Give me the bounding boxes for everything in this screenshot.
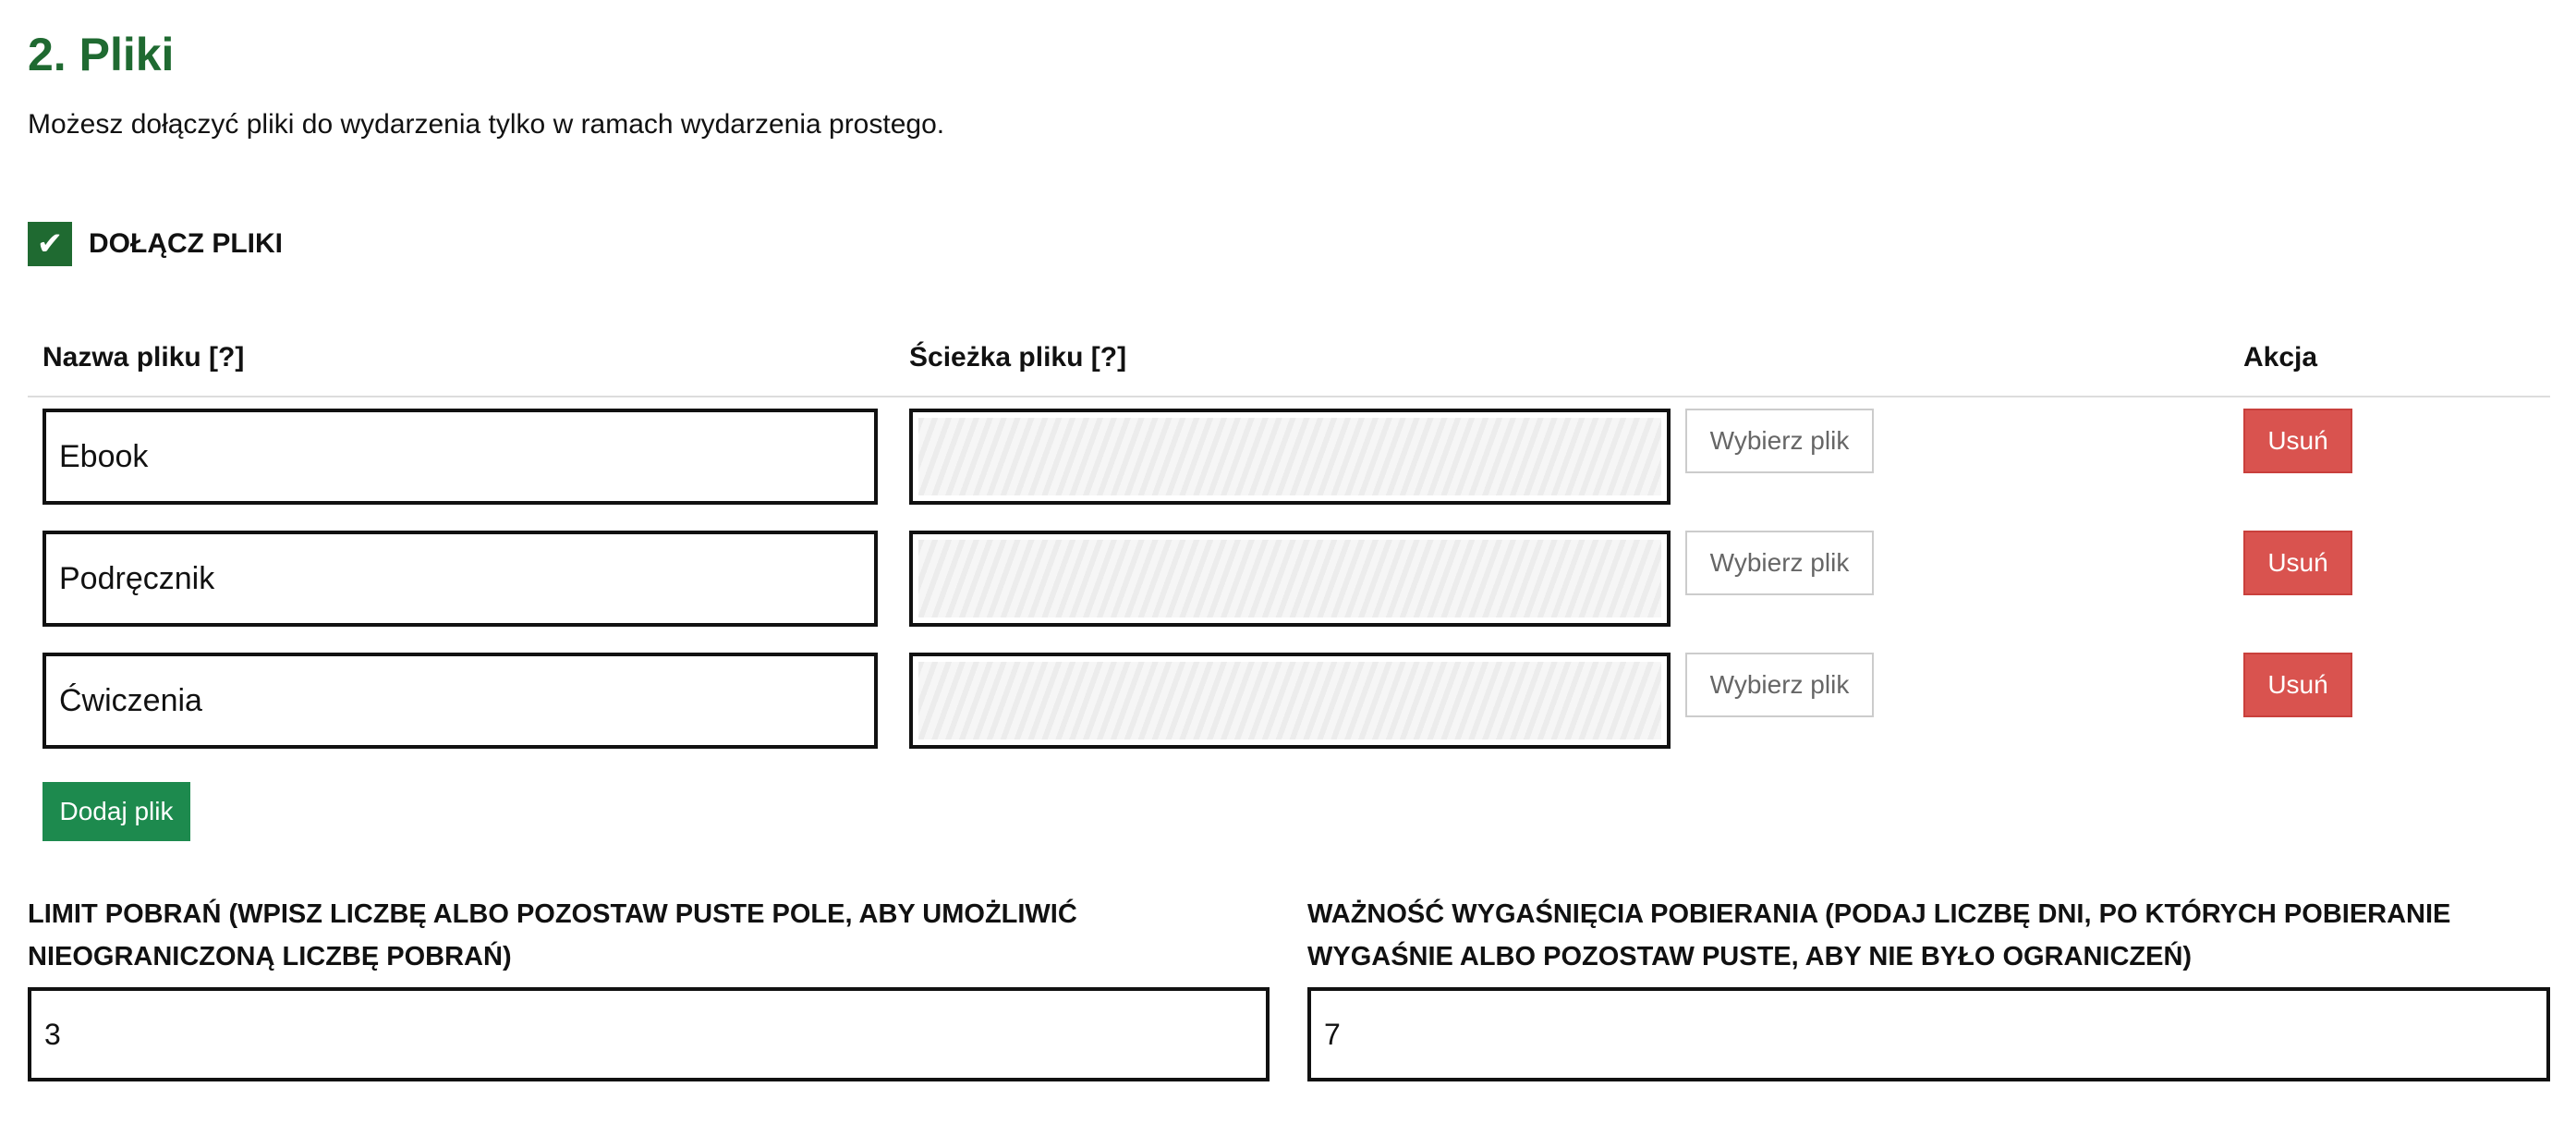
file-name-input[interactable] [43, 409, 878, 505]
add-file-button[interactable]: Dodaj plik [43, 782, 190, 841]
attach-files-checkbox[interactable]: ✔ [28, 222, 72, 266]
attach-files-label: DOŁĄCZ PLIKI [89, 228, 283, 259]
file-row [28, 653, 2550, 749]
files-table-header [28, 333, 2550, 397]
file-path-value [918, 540, 1661, 617]
choose-file-button[interactable]: Wybierz plik [1685, 653, 1874, 717]
section-intro: Możesz dołączyć pliki do wydarzenia tylko w ramach wydarzenia prostego. [28, 109, 945, 140]
download-limit-label: LIMIT POBRAŃ (WPISZ LICZBĘ ALBO POZOSTAW PUSTE POLE, ABY UMOŻLIWIĆ NIEOGRANICZONĄ LICZBĘ POBRAŃ) [28, 899, 1077, 971]
file-name-input[interactable] [43, 653, 878, 749]
delete-file-button[interactable]: Usuń [2243, 531, 2352, 595]
file-path-input[interactable] [909, 409, 1671, 505]
download-expiry-input[interactable] [1307, 987, 2550, 1081]
file-path-input[interactable] [909, 653, 1671, 749]
header-action: Akcja [2243, 342, 2318, 373]
section-title: 2. Pliki [28, 29, 175, 80]
header-file-path: Ścieżka pliku [?] [909, 342, 1127, 373]
download-limit-input[interactable] [28, 987, 1270, 1081]
file-name-input[interactable] [43, 531, 878, 627]
download-expiry-label: WAŻNOŚĆ WYGAŚNIĘCIA POBIERANIA (PODAJ LICZBĘ DNI, PO KTÓRYCH POBIERANIE WYGAŚNIE ALBO POZOSTAW PUSTE, ABY NIE BYŁO OGRANICZEŃ) [1307, 899, 2451, 971]
delete-file-button[interactable]: Usuń [2243, 409, 2352, 473]
header-file-name: Nazwa pliku [?] [43, 342, 245, 373]
file-row [28, 531, 2550, 627]
file-path-value [918, 418, 1661, 495]
delete-file-button[interactable]: Usuń [2243, 653, 2352, 717]
attach-files-toggle[interactable] [28, 222, 283, 266]
choose-file-button[interactable]: Wybierz plik [1685, 531, 1874, 595]
file-row [28, 409, 2550, 505]
file-path-input[interactable] [909, 531, 1671, 627]
choose-file-button[interactable]: Wybierz plik [1685, 409, 1874, 473]
file-path-value [918, 662, 1661, 739]
